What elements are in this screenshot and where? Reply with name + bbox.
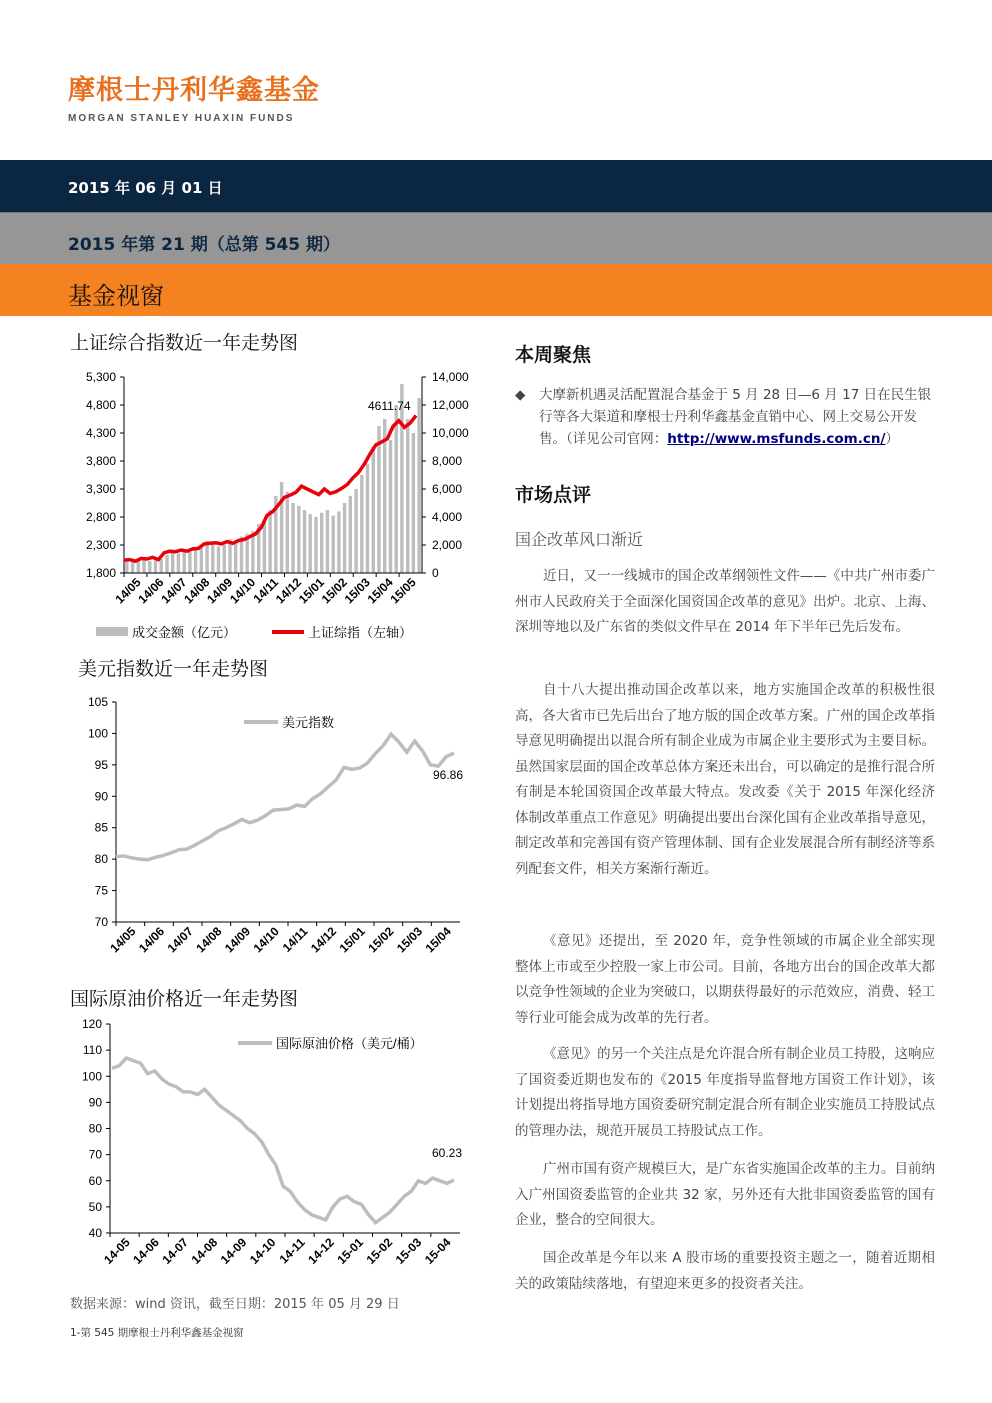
volume-bar (165, 555, 168, 573)
volume-bar (360, 475, 363, 573)
legend-label: 美元指数 (282, 715, 335, 730)
chart2-x-tick-label: 15/02 (365, 924, 397, 956)
chart1-x-tick-label: 14/12 (272, 575, 305, 607)
chart2-x-tick-label: 14/07 (164, 924, 196, 956)
volume-bar (171, 552, 174, 573)
chart1-x-tick-label: 15/02 (318, 575, 350, 607)
chart1-x-tick-label: 15/01 (295, 575, 327, 607)
volume-bar (183, 551, 186, 573)
legend-bar-swatch (96, 627, 128, 636)
chart3-y-tick-label: 40 (88, 1226, 102, 1240)
volume-bar (177, 553, 180, 573)
legend-line-label: 上证综指（左轴） (308, 625, 413, 640)
paragraph-1: 近日，又一一线城市的国企改革纲领性文件——《中共广州市委广州市人民政府关于全面深化国资国企改革的意见》出炉。北京、上海、深圳等地以及广东省的类似文件早在 2014 年下半年已先后发布。 (515, 568, 935, 635)
chart3-y-tick-label: 90 (88, 1095, 102, 1110)
volume-bar (131, 562, 134, 573)
chart2-y-tick-label: 70 (94, 915, 108, 929)
chart1-x-tick-label: 14/10 (227, 575, 259, 607)
chart3-y-tick-label: 50 (88, 1199, 102, 1214)
volume-bar (291, 503, 294, 573)
chart3-x-tick-label: 14-07 (159, 1235, 192, 1267)
paragraph-2: 自十八大提出推动国企改革以来，地方实施国企改革的积极性很高，各大省市已先后出台了地方版的国企改革方案。广州的国企改革指导意见明确提出以混合所有制企业成为市属企业主要形式为主要目标。虽然国家层面的国企改革总体方案还未出台，可以确定的是推行混合所有制是本轮国资国企改革最大特点。发改委《关于 2015 年深化经济体制改革重点工作意见》明确提出要出台深化国有企业改革指导意见，制定改革和完善国有资产管理体制、国有企业发展混合所有制经济等系列配套文件，相关方案渐行渐近。 (515, 682, 935, 877)
review-heading: 市场点评 (515, 484, 592, 506)
date-bar (0, 160, 992, 212)
chart1-right-tick-label: 8,000 (432, 454, 463, 468)
focus-text-end: ） (885, 431, 899, 447)
chart1-y-tick-label: 3,800 (85, 454, 116, 468)
chart2-x-tick-label: 15/03 (393, 924, 426, 956)
issue-bar (0, 212, 992, 265)
chart1-right-tick-label: 2,000 (432, 538, 463, 552)
volume-bar (395, 405, 398, 573)
chart3-y-tick-label: 120 (81, 1017, 102, 1031)
chart1-right-tick-label: 0 (432, 566, 439, 580)
volume-bar (372, 447, 375, 573)
chart2-y-tick-label: 85 (94, 820, 108, 835)
chart3-x-tick-label: 15-03 (392, 1235, 425, 1267)
volume-bar (412, 433, 415, 573)
review-subtitle: 国企改革风口渐近 (515, 530, 644, 549)
focus-bullet (515, 384, 935, 450)
issue-date: 2015 年 06 月 01 日 (68, 179, 223, 197)
chart2-y-tick-label: 75 (94, 883, 108, 898)
volume-bar (303, 510, 306, 573)
end-annotation: 96.86 (433, 768, 464, 782)
volume-bar (417, 398, 420, 573)
chart1-x-tick-label: 14/09 (204, 575, 236, 607)
volume-bar (194, 549, 197, 573)
paragraph-6: 国企改革是今年以来 A 股市场的重要投资主题之一，随着近期相关的政策陆续落地，有望迎来更多的投资者关注。 (515, 1250, 935, 1292)
volume-bar (309, 514, 312, 573)
volume-bar (337, 511, 340, 573)
chart3-title: 国际原油价格近一年走势图 (70, 988, 299, 1010)
focus-text: 大摩新机遇灵活配置混合基金于 5 月 28 日—6 月 17 日在民生银行等各大渠道和摩根士丹利华鑫基金直销中心、网上交易公开发售。（详见公司官网： (539, 387, 932, 447)
volume-bar (332, 516, 335, 573)
volume-bar (148, 561, 151, 573)
volume-bar (377, 426, 380, 573)
paragraph-4: 《意见》的另一个关注点是允许混合所有制企业员工持股，这响应了国资委近期也发布的《2015 年度指导监督地方国资工作计划》，该计划提出将指导地方国资委研究制定混合所有制企业实施员工持股试点的管理办法，规范开展员工持股试点工作。 (515, 1046, 935, 1139)
crude-oil-chart (60, 1012, 490, 1292)
volume-bar (217, 546, 220, 573)
chart2-x-tick-label: 14/10 (250, 924, 282, 956)
volume-bar (160, 559, 163, 573)
chart1-y-tick-label: 1,800 (85, 566, 116, 580)
peak-annotation: 4611.74 (368, 399, 411, 413)
shanghai-index-chart (60, 360, 490, 650)
usd-index-chart (60, 688, 490, 978)
volume-bar (354, 489, 357, 573)
chart1-right-tick-label: 6,000 (432, 482, 463, 496)
chart1-y-tick-label: 4,300 (85, 426, 116, 440)
chart1-right-tick-label: 10,000 (432, 426, 469, 440)
volume-bar (314, 517, 317, 573)
volume-bar (406, 419, 409, 573)
chart2-x-tick-label: 14/06 (135, 924, 168, 956)
chart2-x-tick-label: 14/12 (307, 924, 340, 956)
chart2-title: 美元指数近一年走势图 (78, 658, 269, 680)
chart1-y-tick-label: 3,300 (85, 482, 116, 496)
website-link[interactable]: http://www.msfunds.com.cn/ (667, 431, 886, 447)
chart2-x-tick-label: 14/05 (107, 924, 139, 956)
chart1-x-tick-label: 14/05 (112, 575, 144, 607)
volume-bar (142, 559, 145, 573)
chart3-y-tick-label: 70 (88, 1147, 102, 1162)
volume-bar (389, 440, 392, 573)
chart1-right-tick-label: 4,000 (432, 510, 463, 524)
chart1-y-tick-label: 5,300 (85, 370, 116, 384)
volume-bar (240, 537, 243, 573)
volume-bar (234, 542, 237, 573)
end-annotation: 60.23 (432, 1146, 463, 1160)
chart1-x-tick-label: 14/08 (181, 575, 213, 607)
legend-bar-label: 成交金额（亿元） (132, 625, 237, 640)
brand-name-cn: 摩根士丹利华鑫基金 (68, 75, 320, 106)
volume-bar (297, 506, 300, 573)
chart3-x-tick-label: 14-11 (276, 1235, 308, 1267)
section-title: 基金视窗 (68, 282, 164, 310)
focus-heading: 本周聚焦 (515, 344, 592, 366)
paragraph-5: 广州市国有资产规模巨大，是广东省实施国企改革的主力。目前纳入广州国资委监管的企业共 32 家，另外还有大批非国资委监管的国有企业，整合的空间很大。 (515, 1161, 935, 1228)
volume-bar (200, 548, 203, 573)
usd-index-line (116, 734, 454, 860)
chart3-x-tick-label: 14-08 (188, 1235, 221, 1267)
data-source: 数据来源：wind 资讯，截至日期：2015 年 05 月 29 日 (70, 1297, 400, 1312)
volume-bar (366, 464, 369, 573)
chart3-x-tick-label: 14-12 (305, 1235, 337, 1267)
issue-number: 2015 年第 21 期（总第 545 期） (68, 235, 341, 255)
chart3-x-tick-label: 14-09 (217, 1235, 250, 1267)
chart2-x-tick-label: 14/08 (193, 924, 225, 956)
paragraph-3: 《意见》还提出，至 2020 年，竞争性领域的市属企业全部实现整体上市或至少控股一家上市公司。目前，各地方出台的国企改革大都以竞争性领域的企业为突破口，以期获得最好的示范效应，消费、轻工等行业可能会成为改革的先行者。 (515, 933, 935, 1026)
chart3-x-tick-label: 14-10 (246, 1235, 279, 1267)
chart1-x-tick-label: 15/05 (387, 575, 419, 607)
volume-bar (263, 520, 266, 573)
chart3-x-tick-label: 14-06 (130, 1235, 162, 1267)
chart1-right-tick-label: 12,000 (432, 398, 469, 412)
chart1-title: 上证综合指数近一年走势图 (70, 332, 299, 354)
chart1-x-tick-label: 14/07 (158, 575, 190, 607)
volume-bar (211, 544, 214, 573)
chart2-y-tick-label: 95 (94, 757, 108, 772)
chart3-x-tick-label: 15-01 (334, 1235, 367, 1267)
volume-bar (326, 510, 329, 573)
volume-bar (205, 541, 208, 573)
chart2-y-tick-label: 105 (87, 695, 108, 709)
chart1-y-tick-label: 4,800 (85, 398, 116, 412)
chart3-x-tick-label: 15-02 (363, 1235, 396, 1267)
chart1-x-tick-label: 14/06 (135, 575, 167, 607)
volume-bar (286, 492, 289, 573)
chart2-y-tick-label: 100 (87, 726, 108, 741)
chart3-y-tick-label: 110 (82, 1043, 102, 1058)
volume-bar (188, 552, 191, 573)
brand-logo (68, 68, 320, 124)
chart1-x-tick-label: 14/11 (250, 575, 282, 606)
legend-label: 国际原油价格（美元/桶） (276, 1036, 423, 1051)
volume-bar (125, 560, 128, 573)
chart3-y-tick-label: 80 (88, 1121, 102, 1136)
chart3-y-tick-label: 100 (81, 1069, 102, 1084)
volume-bar (268, 510, 271, 573)
volume-bar (349, 496, 352, 573)
chart3-x-tick-label: 14-05 (101, 1235, 133, 1267)
volume-bar (223, 545, 226, 573)
crude-oil-line (112, 1058, 454, 1223)
chart1-right-tick-label: 14,000 (432, 370, 469, 384)
section-bar (0, 264, 992, 316)
chart2-x-tick-label: 15/01 (336, 924, 368, 956)
chart2-x-tick-label: 15/04 (422, 924, 454, 956)
chart2-x-tick-label: 14/09 (221, 924, 254, 956)
chart2-y-tick-label: 90 (94, 789, 108, 804)
brand-name-en: MORGAN STANLEY HUAXIN FUNDS (68, 113, 295, 124)
volume-bar (343, 503, 346, 573)
chart3-y-tick-label: 60 (88, 1173, 102, 1188)
page-footer: 1-第 545 期摩根士丹利华鑫基金视窗 (70, 1327, 244, 1339)
chart2-x-tick-label: 14/11 (279, 924, 311, 955)
chart3-x-tick-label: 15-04 (421, 1235, 454, 1267)
chart1-x-tick-label: 15/03 (341, 575, 373, 607)
chart1-y-tick-label: 2,300 (85, 538, 116, 552)
chart1-x-tick-label: 15/04 (364, 575, 396, 607)
diamond-bullet-icon: ◆ (515, 387, 526, 403)
chart1-y-tick-label: 2,800 (85, 510, 116, 524)
volume-bar (320, 513, 323, 573)
volume-bar (280, 482, 283, 573)
chart2-y-tick-label: 80 (94, 852, 108, 867)
